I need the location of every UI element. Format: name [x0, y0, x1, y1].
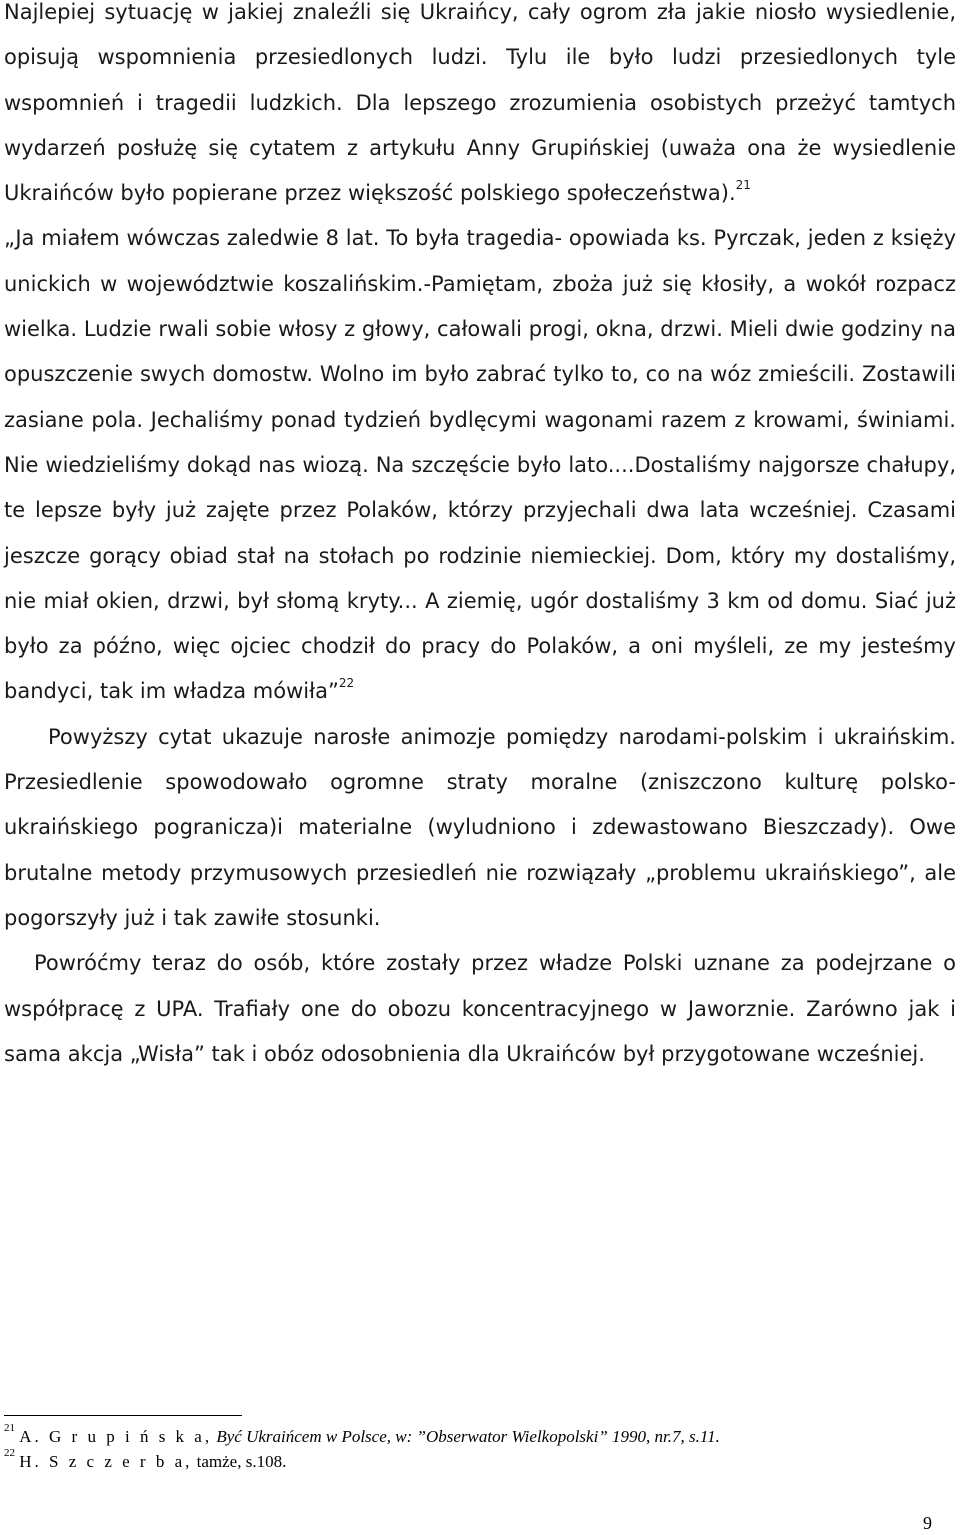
footnote-source: Być Ukraińcem w Polsce, w: ”Obserwator Wielkopolski” 1990, nr.7, s.11.: [216, 1427, 720, 1446]
body-text: [4, 0, 956, 1077]
footnote-ref-21: 21: [735, 178, 751, 193]
paragraph-commentary: Powyższy cytat ukazuje narosłe animozje pomiędzy narodami-polskim i ukraińskim. Przesiedlenie spowodowało ogromne straty moralne (zniszczono kulturę polsko-ukraińskiego pogranicza)i materialne (wyludniono i zdewastowano Bieszczady). Owe brutalne metody przymusowych przesiedleń nie rozwiązały „problemu ukraińskiego”, ale pogorszyły już i tak zawiłe stosunki.: [4, 724, 956, 930]
quote-paragraph: [4, 216, 956, 714]
paragraph-intro-text: Najlepiej sytuację w jakiej znaleźli się Ukraińcy, cały ogrom zła jakie niosło wysiedlenie, opisują wspomnienia przesiedlonych ludzi. Tylu ile było ludzi przesiedlonych tyle wspomnień i tragedii ludzkich. Dla lepszego zrozumienia osobistych przeżyć tamtych wydarzeń posłużę się cytatem z artykułu Anny Grupińskiej (uważa ona że wysiedlenie Ukraińców było popierane przez większość polskiego społeczeństwa).: [4, 0, 956, 206]
footnote-ref-22: 22: [338, 676, 355, 691]
footnote-separator: [4, 1415, 242, 1416]
paragraph-intro: [4, 0, 956, 216]
footnote-number: 22: [4, 1447, 15, 1460]
footnote-author: A. G r u p i ń s k a,: [19, 1427, 213, 1446]
footnote-21: [4, 1424, 956, 1449]
quote-text: „Ja miałem wówczas zaledwie 8 lat. To była tragedia- opowiada ks. Pyrczak, jeden z księży unickich w województwie koszalińskim.-Pamiętam, zboża już się kłosiły, a wokół rozpacz wielka. Ludzie rwali sobie włosy z głowy, całowali progi, okna, drzwi. Mieli dwie godziny na opuszczenie swych domostw. Wolno im było zabrać tylko to, co na wóz zmieścili. Zostawili zasiane pola. Jechaliśmy ponad tydzień bydlęcymi wagonami razem z krowami, świniami. Nie wiedzieliśmy dokąd nas wiozą. Na szczęście było lato....Dostaliśmy najgorsze chałupy, te lepsze były już zajęte przez Polaków, którzy przyjechali dwa lata wcześniej. Czasami jeszcze gorący obiad stał na stołach po rodzinie niemieckiej. Dom, który my dostaliśmy, nie miał okien, drzwi, był słomą kryty... A ziemię, ugór dostaliśmy 3 km od domu. Siać już było za późno, więc ojciec chodził do pracy do Polaków, a oni myśleli, ze my jesteśmy bandyci, tak im władza mówiła”: [4, 226, 956, 704]
paragraph-jaworzno: Powróćmy teraz do osób, które zostały przez władze Polski uznane za podejrzane o współpracę z UPA. Trafiały one do obozu koncentracyjnego w Jaworznie. Zarówno jak i sama akcja „Wisła” tak i obóz odosobnienia dla Ukraińców był przygotowane wcześniej.: [4, 951, 956, 1066]
page-number: 9: [923, 1513, 932, 1533]
footnote-author: H. S z c z e r b a,: [19, 1452, 193, 1471]
footnote-22: [4, 1449, 956, 1474]
footnote-source: tamże, s.108.: [196, 1452, 287, 1471]
footnotes: [4, 1424, 956, 1474]
footnote-number: 21: [4, 1422, 15, 1435]
